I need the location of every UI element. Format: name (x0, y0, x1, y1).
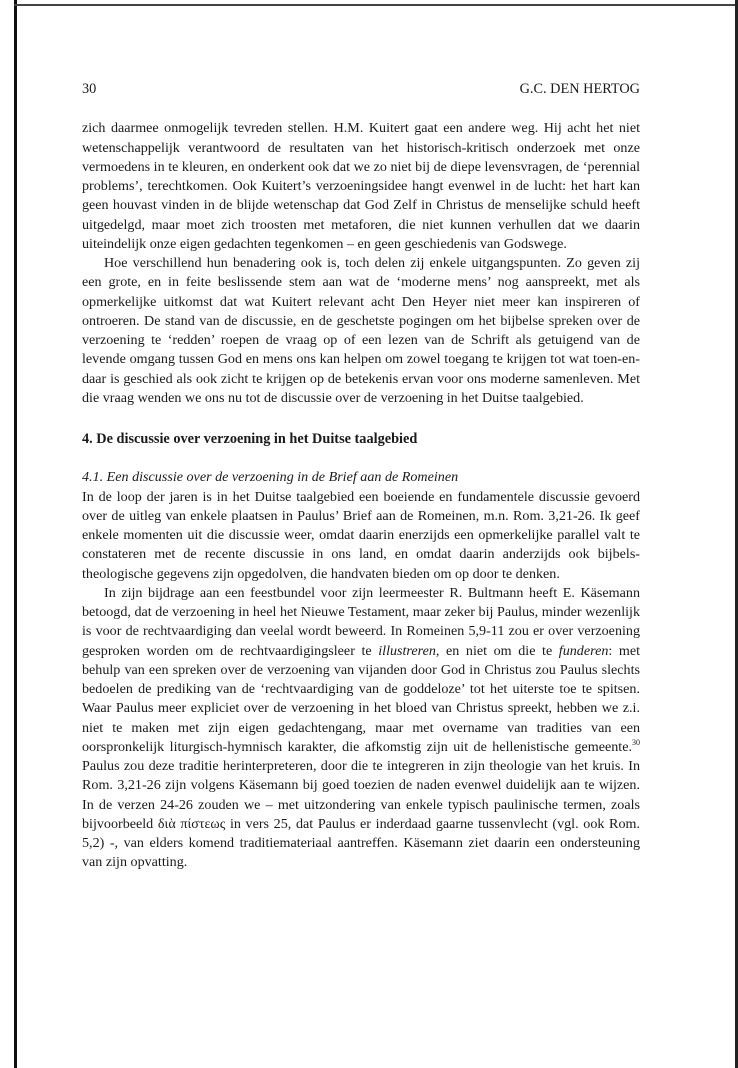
running-head (82, 80, 640, 99)
text-span: Paulus zou deze traditie herinterpreteren, door die te integreren in zijn theologie van het kruis. In Rom. 3,21-26 zijn volgens Käsemann bij goed toezien de naden evenwel duidelijk aan te wijzen. In de verzen 24-26 zouden we – met uitzondering van enkele typisch paulinische termen, zoals bijvoorbeeld διὰ πίστεως in vers 25, dat Paulus er inderdaad gaarne tussenvlecht (vgl. ook Rom. 5,2) -, van elders komend traditiemateriaal aantreffen. Käsemann ziet daarin een ondersteuning van zijn opvatting. (82, 758, 640, 871)
scan-border-top (14, 4, 738, 6)
running-head-author: G.C. DEN HERTOG (519, 81, 640, 97)
emphasis-funderen: funderen (558, 642, 609, 659)
page-number: 30 (82, 81, 97, 97)
body-paragraph: zich daarmee onmogelijk tevreden stellen. H.M. Kuitert gaat een andere weg. Hij acht het niet wetenschappelijk verantwoord de resultaten van het historisch-kritisch onderzoek met onze vermoedens in te kleuren, en onderkent ook dat we zo niet bij de diepe levensvragen, de ‘perennial problems’, terechtkomen. Ook Kuitert’s verzoeningsidee hangt evenwel in de lucht: het hart kan geen houvast vinden in de blijde wetenschap dat God Zelf in Christus de menselijke schuld heeft uitgedelgd, maar moet zich troosten met metaforen, die niet kunnen verhullen dat we daarin uiteindelijk onze eigen gedachten tegenkomen – en geen geschiedenis van Godswege. (82, 120, 640, 252)
body-paragraph (82, 584, 640, 873)
text-span: , en niet om die te (435, 642, 559, 659)
scan-border-left (14, 0, 17, 1068)
body-paragraph: Hoe verschillend hun benadering ook is, toch delen zij enkele uitgangspunten. Zo geven zij een grote, en in feite beslissende stem aan wat de ‘moderne mens’ nog aanspreekt, met als opmerkelijke uitkomst dat wat Kuitert relevant acht Den Heyer niet meer kan inspireren of ontroeren. De stand van de discussie, en de geschetste pogingen om het bijbelse spreken over de verzoening te ‘redden’ roepen de vraag op of een lezen van de Schrift als getuigend van de levende omgang tussen God en mens ons kan helpen om zowel toegang te krijgen tot wat toen-en-daar is geschied als ook zicht te krijgen op de betekenis ervan voor ons moderne samenleven. Met die vraag wenden we ons nu tot de discussie over de verzoening in het Duitse taalgebied. (82, 255, 640, 406)
body-paragraph: In de loop der jaren is in het Duitse taalgebied een boeiende en fundamentele discussie gevoerd over de uitleg van enkele plaatsen in Paulus’ Brief aan de Romeinen, m.n. Rom. 3,21-26. Ik geef enkele momenten uit die discussie weer, omdat daarin enerzijds een opmerkelijke parallel valt te constateren met de recente discussie in ons land, en omdat daarin anderzijds ook bijbels-theologische gegevens zijn opgedolven, die handvaten bieden om op door te denken. (82, 488, 640, 582)
section-heading: 4. De discussie over verzoening in het Duitse taalgebied (82, 431, 418, 447)
emphasis-illustreren: illustreren (378, 642, 436, 659)
footnote-reference[interactable]: 30 (632, 737, 640, 747)
book-page (82, 80, 640, 873)
text-span: : met behulp van een spreken over de verzoening van vijanden door God in Christus zou Paulus slechts bedoelen de prediking van de ‘rechtvaardiging van de goddeloze’ tot het uiterste toe te spitsen. Waar Paulus meer expliciet over de verzoening in het bloed van Christus spreekt, hebben we z.i. niet te maken met zijn eigen gedachtengang, maar met overname van tradities van een oorspronkelijk liturgisch-hymnisch karakter, die afkomstig zijn uit de hellenistische gemeente. (82, 642, 641, 755)
subsection-heading: 4.1. Een discussie over de verzoening in de Brief aan de Romeinen (82, 469, 459, 486)
text-span: In zijn bijdrage aan een feestbundel voor zijn leermeester R. Bultmann heeft E. Käsemann betoogd, dat de verzoening in heel het Nieuwe Testament, maar zeker bij Paulus, minder wezenlijk is voor de rechtvaardiging dan veelal wordt beweerd. In Romeinen 5,9-11 zou er over verzoening gesproken worden om de rechtvaardigingsleer te (82, 584, 640, 659)
